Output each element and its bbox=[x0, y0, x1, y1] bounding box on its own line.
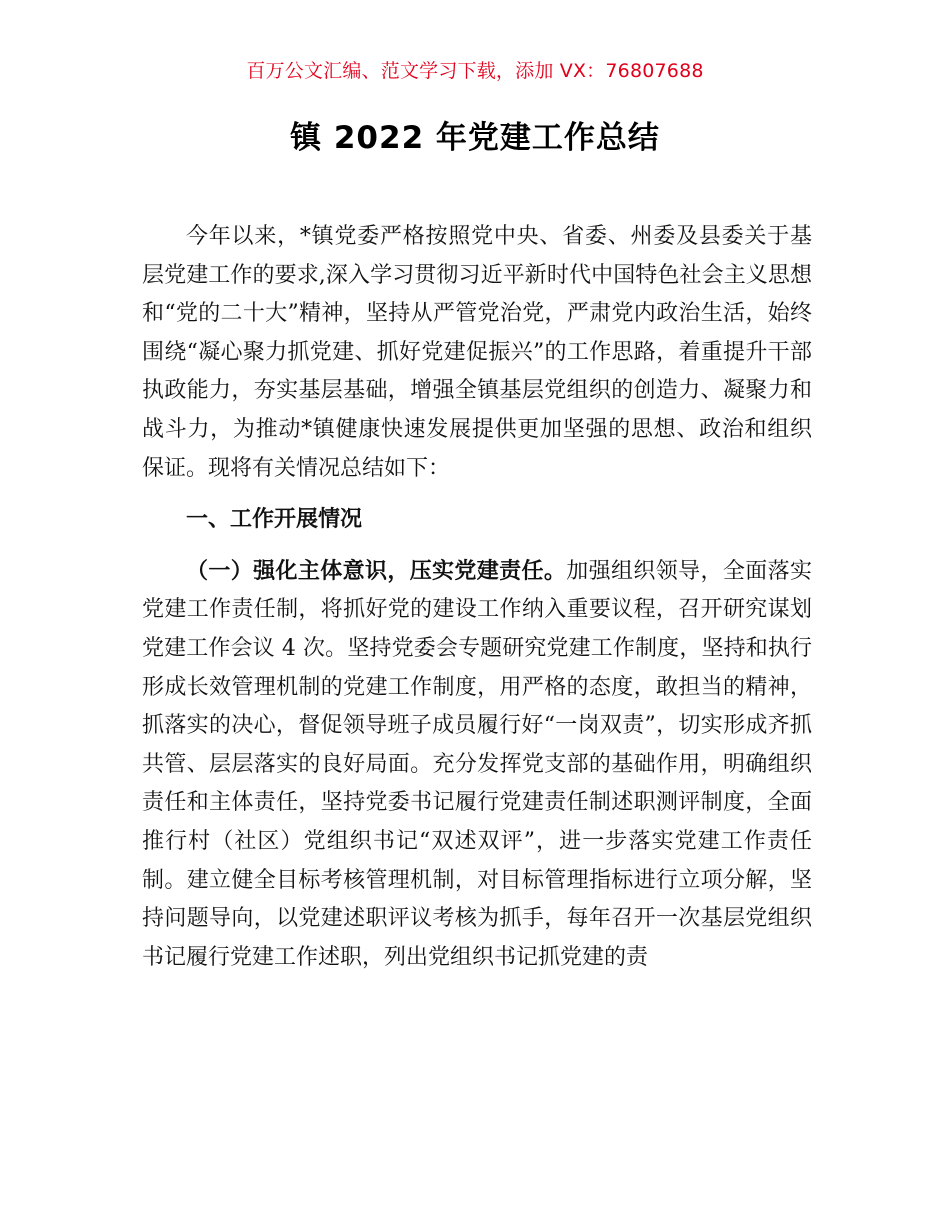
subsection-paragraph bbox=[142, 552, 812, 978]
document-title: 镇 2022 年党建工作总结 bbox=[290, 120, 660, 156]
header-banner: 百万公文汇编、范文学习下载，添加 VX：76807688 bbox=[246, 60, 704, 82]
subsection-heading: （一）强化主体意识，压实党建责任。 bbox=[186, 557, 567, 584]
section-heading: 一、工作开展情况 bbox=[186, 507, 363, 533]
document-body bbox=[142, 218, 812, 977]
intro-paragraph: 今年以来，*镇党委严格按照党中央、省委、州委及县委关于基层党建工作的要求,深入学习贯彻习近平新时代中国特色社会主义思想和“党的二十大”精神，坚持从严管党治党，严肃党内政治生活，始终围绕“凝心聚力抓党建、抓好党建促振兴”的工作思路，着重提升干部执政能力，夯实基层基础，增强全镇基层党组织的创造力、凝聚力和战斗力，为推动*镇健康快速发展提供更加坚强的思想、政治和组织保证。现将有关情况总结如下： bbox=[142, 224, 812, 481]
subsection-body: 加强组织领导，全面落实党建工作责任制，将抓好党的建设工作纳入重要议程，召开研究谋划党建工作会议 4 次。坚持党委会专题研究党建工作制度，坚持和执行形成长效管理机制的党建工作制度，用严格的态度，敢担当的精神，抓落实的决心，督促领导班子成员履行好“一岗双责”，切实形成齐抓共管、层层落实的良好局面。充分发挥党支部的基础作用，明确组织责任和主体责任，坚持党委书记履行党建责任制述职测评制度，全面推行村（社区）党组织书记“双述双评”，进一步落实党建工作责任制。建立健全目标考核管理机制，对目标管理指标进行立项分解，坚持问题导向，以党建述职评议考核为抓手，每年召开一次基层党组织书记履行党建工作述职，列出党组织书记抓党建的责 bbox=[142, 558, 812, 970]
